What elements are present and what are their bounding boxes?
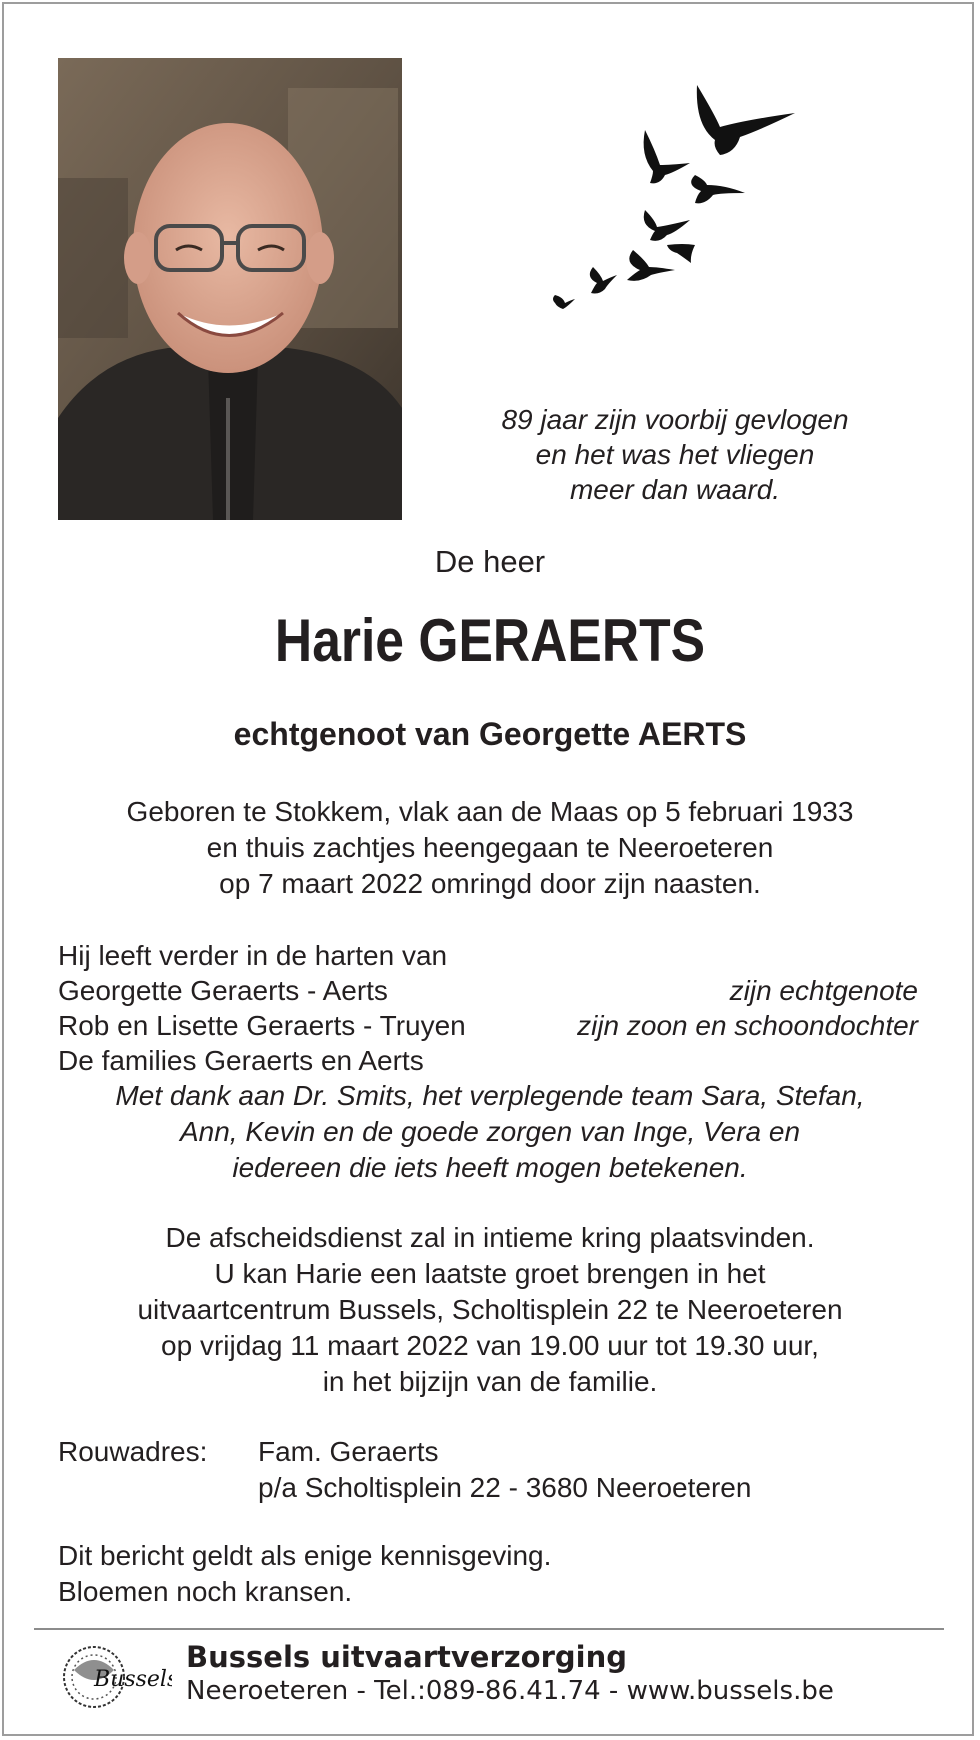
company-name: Bussels uitvaartverzorging: [186, 1640, 627, 1674]
survivor-families: De families Geraerts en Aerts: [58, 1045, 424, 1076]
portrait-photo: [58, 58, 402, 520]
service-line: uitvaartcentrum Bussels, Scholtisplein 22 te Neeroeteren: [137, 1294, 843, 1325]
footer: [186, 1640, 834, 1708]
bird-icon: [667, 244, 695, 263]
survivor-row: [58, 1008, 918, 1043]
address-value: [258, 1434, 751, 1506]
bird-icon: [627, 250, 675, 281]
survivors-intro: Hij leeft verder in de harten van: [58, 940, 448, 971]
service-line: De afscheidsdienst zal in intieme kring plaatsvinden.: [165, 1222, 815, 1253]
footer-divider: [34, 1628, 944, 1630]
thanks-line: Met dank aan Dr. Smits, het verplegende team Sara, Stefan,: [115, 1080, 865, 1111]
birth-death-text: [40, 794, 940, 902]
bird-icon: [644, 130, 690, 183]
survivor-relation: zijn zoon en schoondochter: [577, 1010, 918, 1041]
birth-line: en thuis zachtjes heengegaan te Neeroeteren: [206, 832, 774, 863]
service-text: [40, 1220, 940, 1400]
poem: [420, 402, 930, 507]
address-line: p/a Scholtisplein 22 - 3680 Neeroeteren: [258, 1472, 752, 1503]
bird-icon: [590, 267, 617, 294]
service-line: op vrijdag 11 maart 2022 van 19.00 uur tot 19.30 uur,: [161, 1330, 819, 1361]
birth-line: Geboren te Stokkem, vlak aan de Maas op 5 februari 1933: [126, 796, 854, 827]
service-line: in het bijzijn van de familie.: [322, 1366, 658, 1397]
notice-line: Bloemen noch kransen.: [58, 1576, 353, 1607]
birds-illustration: [545, 85, 805, 315]
bussels-logo: [60, 1640, 172, 1714]
poem-line: meer dan waard.: [569, 474, 781, 505]
logo-text: Bussels: [94, 1667, 172, 1692]
bird-icon: [697, 85, 795, 155]
service-line: U kan Harie een laatste groet brengen in het: [214, 1258, 766, 1289]
thanks-line: Ann, Kevin en de goede zorgen van Inge, Vera en: [179, 1116, 801, 1147]
spouse-line: echtgenoot van Georgette AERTS: [233, 716, 747, 752]
poem-line: 89 jaar zijn voorbij gevlogen: [501, 404, 849, 435]
poem-line: en het was het vliegen: [535, 439, 815, 470]
bird-icon: [553, 295, 575, 309]
survivor-name: Rob en Lisette Geraerts - Truyen: [58, 1010, 466, 1041]
bird-icon: [644, 210, 690, 241]
birth-line: op 7 maart 2022 omringd door zijn naasten.: [219, 868, 761, 899]
bird-icon: [691, 175, 745, 203]
notice-text: [58, 1538, 551, 1610]
address-line: Fam. Geraerts: [258, 1436, 439, 1467]
honorific: De heer: [434, 544, 546, 579]
notice-line: Dit bericht geldt als enige kennisgeving.: [58, 1540, 552, 1571]
survivor-name: Georgette Geraerts - Aerts: [58, 975, 388, 1006]
survivor-row: [58, 973, 918, 1008]
address-label: Rouwadres:: [58, 1436, 208, 1467]
deceased-name: Harie GERAERTS: [274, 607, 706, 674]
company-contact: Neeroeteren - Tel.:089-86.41.74 - www.bussels.be: [186, 1676, 834, 1706]
survivor-relation: zijn echtgenote: [729, 975, 918, 1006]
thanks-text: [40, 1078, 940, 1186]
thanks-line: iedereen die iets heeft mogen betekenen.: [232, 1152, 748, 1183]
survivors-list: [58, 938, 918, 1078]
